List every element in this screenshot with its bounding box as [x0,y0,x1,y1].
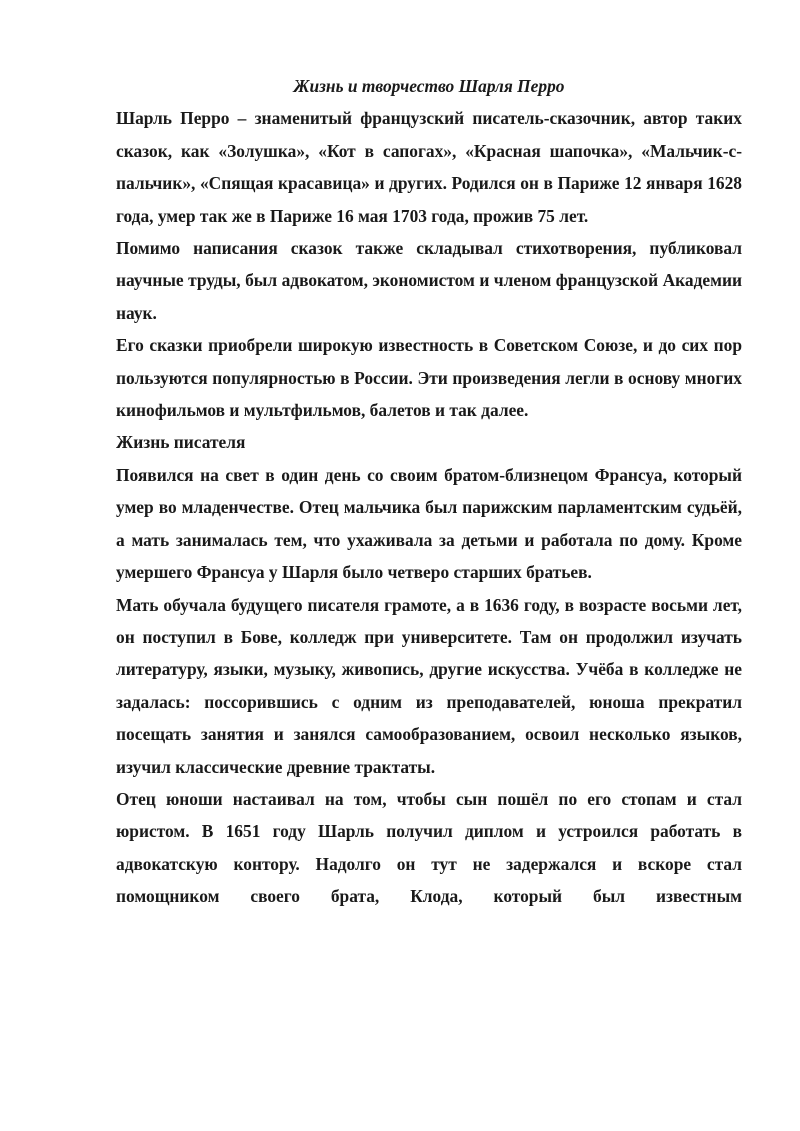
document-title: Жизнь и творчество Шарля Перро [293,76,565,96]
paragraph-popularity: Его сказки приобрели широкую известность в Советском Союзе, и до сих пор пользуются популярностью в России. Эти произведения легли в основу многих кинофильмов и мультфильмов, балетов и так далее. [116,335,742,421]
paragraph-birth: Появился на свет в один день со своим братом-близнецом Франсуа, который умер во младенчестве. Отец мальчика был парижским парламентским судьёй, а мать занималась тем, что ухаживала за детьми и работала по дому. Кроме умершего Франсуа у Шарля было четверо старших братьев. [116,464,742,583]
document-page [116,70,742,913]
paragraph-education: Мать обучала будущего писателя грамоте, а в 1636 году, в возрасте восьми лет, он поступил в Бове, колледж при университете. Там он продолжил изучать литературу, языки, музыку, живопись, другие искусства. Учёба в колледже не задалась: поссорившись с одним из преподавателей, юноша прекратил посещать занятия и занялся самообразованием, освоил несколько языков, изучил классические древние трактаты. [116,594,742,777]
section-heading: Жизнь писателя [116,432,246,453]
paragraph-intro: Шарль Перро – знаменитый французский писатель-сказочник, автор таких сказок, как «Золушка», «Кот в сапогах», «Красная шапочка», «Мальчик-с-пальчик», «Спящая красавица» и других. Родился он в Париже 12 января 1628 года, умер так же в Париже 16 мая 1703 года, прожив 75 лет. [116,108,742,226]
paragraph-career: Отец юноши настаивал на том, чтобы сын пошёл по его стопам и стал юристом. В 1651 году Шарль получил диплом и устроился работать в адвокатскую контору. Надолго он тут не задержался и вскоре стал помощником своего брата, Клода, который был известным [116,788,742,907]
paragraph-other-works: Помимо написания сказок также складывал стихотворения, публиковал научные труды, был адвокатом, экономистом и членом французской Академии наук. [116,238,742,323]
